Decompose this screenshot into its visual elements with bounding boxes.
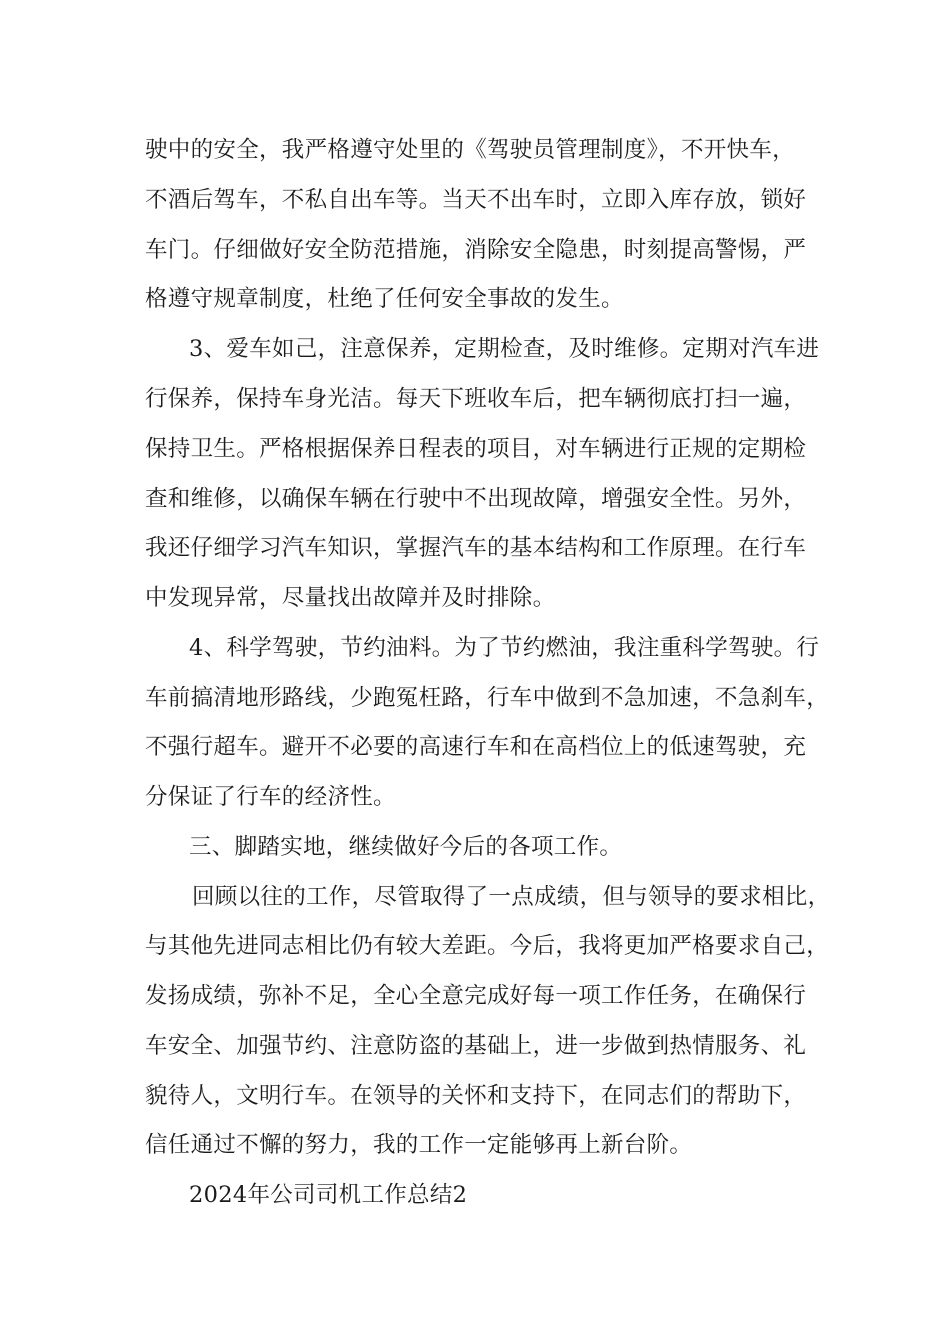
- text-line: 保持卫生。严格根据保养日程表的项目，对车辆进行正规的定期检: [145, 436, 807, 462]
- text-line: 驶中的安全，我严格遵守处里的《驾驶员管理制度》，不开快车，: [145, 137, 795, 163]
- text-line: 查和维修，以确保车辆在行驶中不出现故障，增强安全性。另外，: [145, 486, 807, 512]
- text-line: 车安全、加强节约、注意防盗的基础上，进一步做到热情服务、礼: [145, 1033, 807, 1059]
- text-line: 发扬成绩，弥补不足，全心全意完成好每一项工作任务，在确保行: [145, 983, 807, 1009]
- document-subtitle: 2024年公司司机工作总结2: [189, 1182, 468, 1208]
- paragraph-start-line: 3、爱车如己，注意保养，定期检查，及时维修。定期对汽车进: [189, 336, 820, 362]
- text-line: 车门。仔细做好安全防范措施，消除安全隐患，时刻提高警惕，严: [145, 237, 807, 263]
- text-line: 我还仔细学习汽车知识，掌握汽车的基本结构和工作原理。在行车: [145, 535, 807, 561]
- text-line: 信任通过不懈的努力，我的工作一定能够再上新台阶。: [145, 1132, 693, 1158]
- text-line: 分保证了行车的经济性。: [145, 784, 396, 810]
- text-line: 车前搞清地形路线，少跑冤枉路，行车中做到不急加速，不急刹车，: [145, 685, 830, 711]
- paragraph-start-line: 4、科学驾驶，节约油料。为了节约燃油，我注重科学驾驶。行: [189, 635, 820, 661]
- text-line: 中发现异常，尽量找出故障并及时排除。: [145, 585, 556, 611]
- text-line: 貌待人，文明行车。在领导的关怀和支持下，在同志们的帮助下，: [145, 1083, 807, 1109]
- text-line: 不酒后驾车，不私自出车等。当天不出车时，立即入库存放，锁好: [145, 187, 807, 213]
- text-line: 行保养，保持车身光洁。每天下班收车后，把车辆彻底打扫一遍，: [145, 386, 807, 412]
- section-heading: 三、脚踏实地，继续做好今后的各项工作。: [189, 834, 623, 860]
- text-line: 不强行超车。避开不必要的高速行车和在高档位上的低速驾驶，充: [145, 734, 807, 760]
- text-line: 格遵守规章制度，杜绝了任何安全事故的发生。: [145, 286, 624, 312]
- paragraph-start-line: 回顾以往的工作，尽管取得了一点成绩，但与领导的要求相比，: [192, 884, 831, 910]
- text-line: 与其他先进同志相比仍有较大差距。今后，我将更加严格要求自己，: [145, 933, 830, 959]
